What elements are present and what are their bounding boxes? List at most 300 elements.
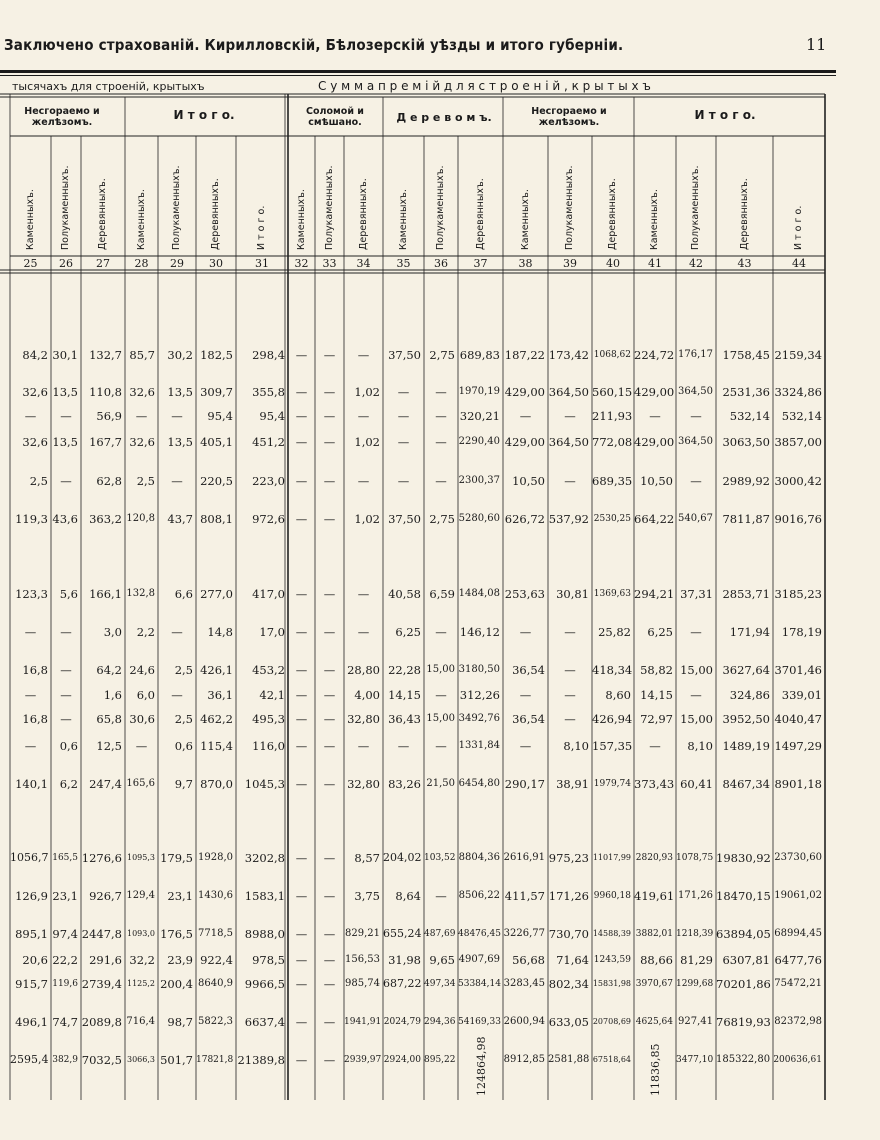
column-number-38: 38 [518,257,533,270]
table-cell: 560,15 [592,385,633,399]
table-cell: 178,19 [781,625,822,639]
table-cell: 2300,37 [458,475,500,486]
table-cell: — [435,435,447,449]
table-cell: — [60,663,72,677]
table-cell: 119,6 [52,979,78,989]
table-cell: — [171,409,183,423]
table-cell: 462,2 [200,712,233,726]
table-cell: — [519,625,532,639]
column-number-33: 33 [322,257,337,270]
table-cell: 829,21 [345,928,380,939]
table-cell: 922,4 [200,953,233,967]
table-cell: — [564,663,576,677]
column-number-31: 31 [255,257,269,270]
table-cell: 0,6 [174,739,193,753]
table-cell: 123,3 [15,587,48,601]
table-cell: 501,7 [160,1053,193,1067]
table-cell: — [295,385,308,399]
table-cell: 54169,33 [458,1017,501,1027]
table-cell: — [24,409,37,423]
table-cell: 1078,75 [676,853,714,863]
table-cell: 1276,6 [81,851,122,865]
table-cell: 98,7 [167,1015,193,1029]
table-cell: 3627,64 [722,663,770,677]
table-cell: 3063,50 [722,435,770,449]
table-cell: 14,8 [207,625,233,639]
column-label-44: И т о г о. [793,205,804,250]
table-cell: 451,2 [252,435,285,449]
table-cell: — [323,409,336,423]
table-cell: 17,0 [259,625,285,639]
table-cell: 15831,98 [592,979,631,988]
table-cell: 426,94 [592,712,633,726]
table-cell: 67518,64 [592,1055,631,1064]
column-number-42: 42 [689,257,703,270]
table-cell: 56,68 [512,953,545,967]
table-cell: 0,6 [59,739,78,753]
table-cell: — [323,739,336,753]
table-cell: — [435,625,447,639]
table-cell: 36,43 [388,712,421,726]
table-cell: 247,4 [89,777,122,791]
table-cell: — [323,927,336,941]
table-cell: 32,80 [347,777,380,791]
table-cell: — [323,1015,336,1029]
table-cell: 3000,42 [774,474,822,488]
table-cell: 1068,62 [593,350,631,360]
table-cell: 985,74 [345,978,380,989]
table-cell: 2,75 [429,512,455,526]
table-cell: 37,50 [388,512,421,526]
table-cell: 120,8 [126,513,155,524]
table-cell: 9960,18 [593,891,631,901]
table-cell: 2531,36 [722,385,770,399]
table-cell: — [435,385,447,399]
table-cell: 926,7 [89,889,122,903]
table-cell: 156,53 [345,954,380,965]
table-cell: 1970,19 [458,386,500,397]
table-cell: 664,22 [634,512,675,526]
table-cell: 21389,8 [237,1053,285,1067]
table-cell: 8640,9 [198,978,233,989]
column-label-41: Каменныхъ. [649,189,660,250]
table-cell: 7811,87 [722,512,770,526]
table-cell: 4625,64 [635,1017,673,1027]
table-cell: — [564,688,576,702]
column-label-42: Полукаменныхъ. [690,165,701,250]
table-cell: 48476,45 [458,929,501,939]
table-cell: 2,2 [136,625,155,639]
table-cell: — [357,348,370,362]
table-cell: — [649,409,661,423]
table-cell: 687,22 [383,977,422,990]
table-cell: 36,54 [512,712,545,726]
table-cell: 19061,02 [774,890,822,901]
table-cell: 309,7 [200,385,233,399]
table-cell: 298,4 [252,348,285,362]
table-cell: 63894,05 [716,927,771,941]
table-cell: 2739,4 [81,977,122,991]
table-cell: 17821,8 [196,1055,234,1065]
table-cell: 103,52 [424,853,456,863]
table-cell: — [135,739,148,753]
table-cell: 5,6 [59,587,78,601]
table-cell: 1218,39 [676,929,714,939]
table-cell: 2,75 [429,348,455,362]
table-cell: — [295,1053,308,1067]
column-number-25: 25 [23,257,38,270]
table-cell: 70201,86 [716,977,771,991]
column-label-30: Деревянныхъ. [210,178,221,250]
table-cell: — [564,409,576,423]
column-number-37: 37 [473,257,488,270]
table-cell: — [357,409,370,423]
table-cell: 3,75 [354,889,380,903]
column-label-37: Деревянныхъ. [474,178,486,250]
table-cell: 22,2 [52,953,78,967]
table-cell: 312,26 [459,688,500,702]
table-cell: 2853,71 [722,587,770,601]
table-cell: — [323,663,336,677]
table-cell: 132,8 [126,588,155,599]
table-cell: 224,72 [634,348,675,362]
table-cell: 115,4 [200,739,233,753]
table-cell: 37,31 [680,587,713,601]
table-cell: 182,5 [200,348,233,362]
table-cell: 1299,68 [676,979,714,989]
table-cell: 382,9 [52,1055,78,1065]
table-cell: — [357,474,370,488]
table-cell: 187,22 [504,348,545,362]
table-cell: 21,50 [426,778,455,789]
table-cell: 2,5 [29,474,48,488]
table-cell: 8467,34 [722,777,770,791]
table-cell: 2989,92 [722,474,770,488]
table-cell: 6477,76 [774,953,822,967]
column-number-34: 34 [356,257,371,270]
column-label-36: Полукаменныхъ. [435,165,446,250]
table-cell: 364,50 [678,386,713,397]
table-cell: — [295,851,308,865]
group-header-premiums: С у м м а п р е м і й д л я с т р о е н і й , к р ы т ы х ъ [318,79,651,93]
column-label-25: Каменныхъ. [24,189,36,250]
table-cell: 220,5 [200,474,233,488]
table-cell: — [519,739,532,753]
table-cell: — [435,409,447,423]
table-cell: — [357,625,370,639]
table-cell: 85,7 [129,348,155,362]
table-cell: — [323,712,336,726]
table-cell: 1430,6 [198,890,233,901]
table-cell: 23,9 [167,953,193,967]
column-label-27: Деревянныхъ. [97,178,108,250]
table-cell: 30,1 [52,348,78,362]
table-cell: 895,22 [424,1055,456,1065]
table-cell: 497,34 [424,979,456,989]
table-cell: 6,0 [136,688,155,702]
table-cell: 88,66 [640,953,673,967]
page-number: 11 [806,35,827,54]
table-cell: 165,6 [126,778,155,789]
table-cell: 129,4 [126,890,155,901]
table-cell: — [323,512,336,526]
table-cell: 633,05 [548,1015,589,1029]
table-cell: — [323,688,336,702]
table-cell: 1484,08 [458,588,500,599]
table-cell: 16,8 [22,712,48,726]
table-cell: 15,00 [680,663,713,677]
table-cell: 453,2 [252,663,285,677]
table-cell: 2,5 [174,712,193,726]
column-number-27: 27 [96,257,110,270]
table-cell: 3701,46 [774,663,822,677]
table-cell: — [690,474,702,488]
table-cell: — [60,625,72,639]
table-cell: 3857,00 [774,435,822,449]
table-cell: 74,7 [52,1015,78,1029]
top-rule [0,70,836,73]
table-cell: — [24,625,37,639]
table-cell: 1369,63 [593,589,631,599]
table-cell: 8,10 [687,739,713,753]
table-cell: 95,4 [259,409,285,423]
table-cell: — [295,777,308,791]
table-cell: 3202,8 [244,851,285,865]
table-cell: 8,64 [395,889,421,903]
table-cell: 4,00 [354,688,380,702]
table-cell: 1497,29 [774,739,822,753]
table-cell: 20708,69 [592,1017,631,1026]
table-cell: 1979,74 [593,779,631,789]
table-cell: — [435,688,447,702]
table-cell: — [323,474,336,488]
table-cell: 200636,61 [773,1055,822,1065]
table-cell: 97,4 [52,927,78,941]
column-label-35: Каменныхъ. [397,189,409,250]
table-cell: — [323,1053,336,1067]
table-cell: 64,2 [96,663,122,677]
table-cell: 689,83 [459,348,500,362]
table-cell: — [397,739,410,753]
table-cell: — [295,953,308,967]
table-cell: — [435,739,447,753]
table-cell: 8,10 [563,739,589,753]
table-cell: 978,5 [252,953,285,967]
table-cell: — [295,1015,308,1029]
table-cell: 7032,5 [81,1053,122,1067]
table-cell: — [295,927,308,941]
table-cell: 71,64 [556,953,589,967]
table-cell: — [24,739,37,753]
table-cell: 429,00 [634,435,675,449]
table-cell: 1928,0 [198,852,233,863]
table-cell: 14,15 [388,688,421,702]
table-cell: 32,2 [129,953,155,967]
table-cell: 2595,4 [10,1053,49,1066]
table-cell: 7718,5 [198,928,233,939]
table-cell: 8,57 [354,851,380,865]
table-cell: 364,50 [678,436,713,447]
table-cell: 24,6 [129,663,155,677]
table-cell: 540,67 [678,513,713,524]
table-cell: 165,5 [52,853,78,863]
table-cell: 15,00 [426,664,455,675]
table-cell: 8901,18 [774,777,822,791]
table-cell: 802,34 [548,977,589,991]
table-cell: — [690,625,702,639]
table-cell: 4040,47 [774,712,822,726]
table-cell: 2,5 [136,474,155,488]
table-cell: 294,36 [424,1017,456,1027]
table-cell: — [323,385,336,399]
table-cell: 42,1 [259,688,285,702]
table-cell: 43,6 [52,512,78,526]
table-cell: 6,25 [395,625,421,639]
column-number-41: 41 [648,257,662,270]
table-cell: 277,0 [200,587,233,601]
table-cell: 11836,85 [649,1043,662,1096]
table-cell: — [295,663,308,677]
table-cell: 2,5 [174,663,193,677]
table-cell: 124864,98 [474,1036,488,1096]
column-label-38: Каменныхъ. [519,189,531,250]
table-cell: 8,60 [605,688,631,702]
table-cell: 13,5 [167,435,193,449]
table-cell: 2024,79 [383,1017,421,1027]
table-cell: 1,02 [354,385,380,399]
table-cell: 6307,81 [722,953,770,967]
table-cell: — [295,348,308,362]
column-number-44: 44 [792,257,806,270]
group-header-sums: тысячахъ для строеній, крытыхъ [12,80,205,93]
table-cell: 23,1 [167,889,193,903]
table-cell: 81,29 [680,953,713,967]
table-cell: — [295,625,308,639]
table-cell: 171,26 [678,890,713,901]
table-cell: 364,50 [548,385,589,399]
table-cell: 23,1 [52,889,78,903]
table-cell: 9,65 [429,953,455,967]
table-cell: 176,5 [160,927,193,941]
table-cell: 95,4 [207,409,233,423]
table-cell: 68994,45 [774,928,822,939]
column-label-33: Полукаменныхъ. [323,165,335,250]
table-cell: 30,6 [129,712,155,726]
table-cell: — [171,625,183,639]
table-cell: — [519,409,532,423]
table-cell: 418,34 [592,663,633,677]
table-cell: 30,2 [167,348,193,362]
table-cell: 185322,80 [716,1054,771,1065]
table-cell: 20,6 [22,953,48,967]
table-cell: 1489,19 [722,739,770,753]
table-cell: 1095,3 [127,853,155,862]
column-label-29: Полукаменныхъ. [171,165,182,250]
table-cell: 3185,23 [774,587,822,601]
table-cell: — [135,409,148,423]
table-cell: 655,24 [383,927,422,940]
table-cell: — [323,435,336,449]
table-cell: 204,02 [383,851,422,864]
table-cell: — [690,688,702,702]
table-cell: 15,00 [680,712,713,726]
table-cell: 11017,99 [592,853,631,862]
table-cell: 495,3 [252,712,285,726]
table-cell: 429,00 [504,385,545,399]
table-cell: 176,17 [678,349,713,360]
table-cell: 532,14 [729,409,770,423]
table-cell: 13,5 [167,385,193,399]
table-cell: 18470,15 [716,889,771,903]
table-cell: 895,1 [15,927,48,941]
table-cell: 179,5 [160,851,193,865]
table-cell: 2616,91 [503,852,545,863]
table-cell: 324,86 [729,688,770,702]
table-cell: — [295,512,308,526]
table-cell: — [295,409,308,423]
table-cell: 13,5 [52,385,78,399]
table-cell: — [171,688,183,702]
table-cell: 532,14 [781,409,822,423]
table-cell: 19830,92 [716,851,771,865]
table-cell: 40,58 [388,587,421,601]
table-cell: 253,63 [504,587,545,601]
table-cell: 3324,86 [774,385,822,399]
table-cell: — [323,777,336,791]
column-number-26: 26 [59,257,73,270]
table-cell: 927,41 [678,1016,713,1027]
column-number-28: 28 [134,257,149,270]
table-cell: 8912,85 [503,1054,545,1065]
table-cell: 363,2 [89,512,122,526]
table-cell: 6,25 [647,625,673,639]
column-label-26: Полукаменныхъ. [60,165,71,250]
table-cell: 43,7 [167,512,193,526]
table-cell: — [690,409,702,423]
table-cell: 84,2 [22,348,48,362]
table-cell: 730,70 [548,927,589,941]
table-cell: 30,81 [556,587,589,601]
table-cell: — [60,712,72,726]
table-cell: 537,92 [548,512,589,526]
table-cell: 15,00 [426,713,455,724]
column-number-39: 39 [563,257,577,270]
table-cell: 9966,5 [244,977,285,991]
table-cell: 14,15 [640,688,673,702]
table-cell: 3952,50 [722,712,770,726]
table-cell: 126,9 [15,889,48,903]
table-cell: — [323,625,336,639]
table-cell: — [60,688,72,702]
column-number-36: 36 [434,257,448,270]
table-cell: — [323,348,336,362]
table-cell: 355,8 [252,385,285,399]
table-cell: — [295,889,308,903]
table-cell: 1758,45 [722,348,770,362]
table-cell: 373,43 [634,777,675,791]
column-label-32: Каменныхъ. [295,189,307,250]
column-label-31: И т о г о. [256,205,267,250]
table-cell: 429,00 [634,385,675,399]
table-cell: 3066,3 [127,1055,155,1064]
table-cell: — [519,688,532,702]
table-cell: 626,72 [504,512,545,526]
table-cell: 2290,40 [458,436,500,447]
table-cell: 496,1 [15,1015,48,1029]
column-label-43: Деревянныхъ. [738,178,750,250]
table-cell: — [295,712,308,726]
sub-header-itogo-right: И т о г о. [694,108,756,122]
